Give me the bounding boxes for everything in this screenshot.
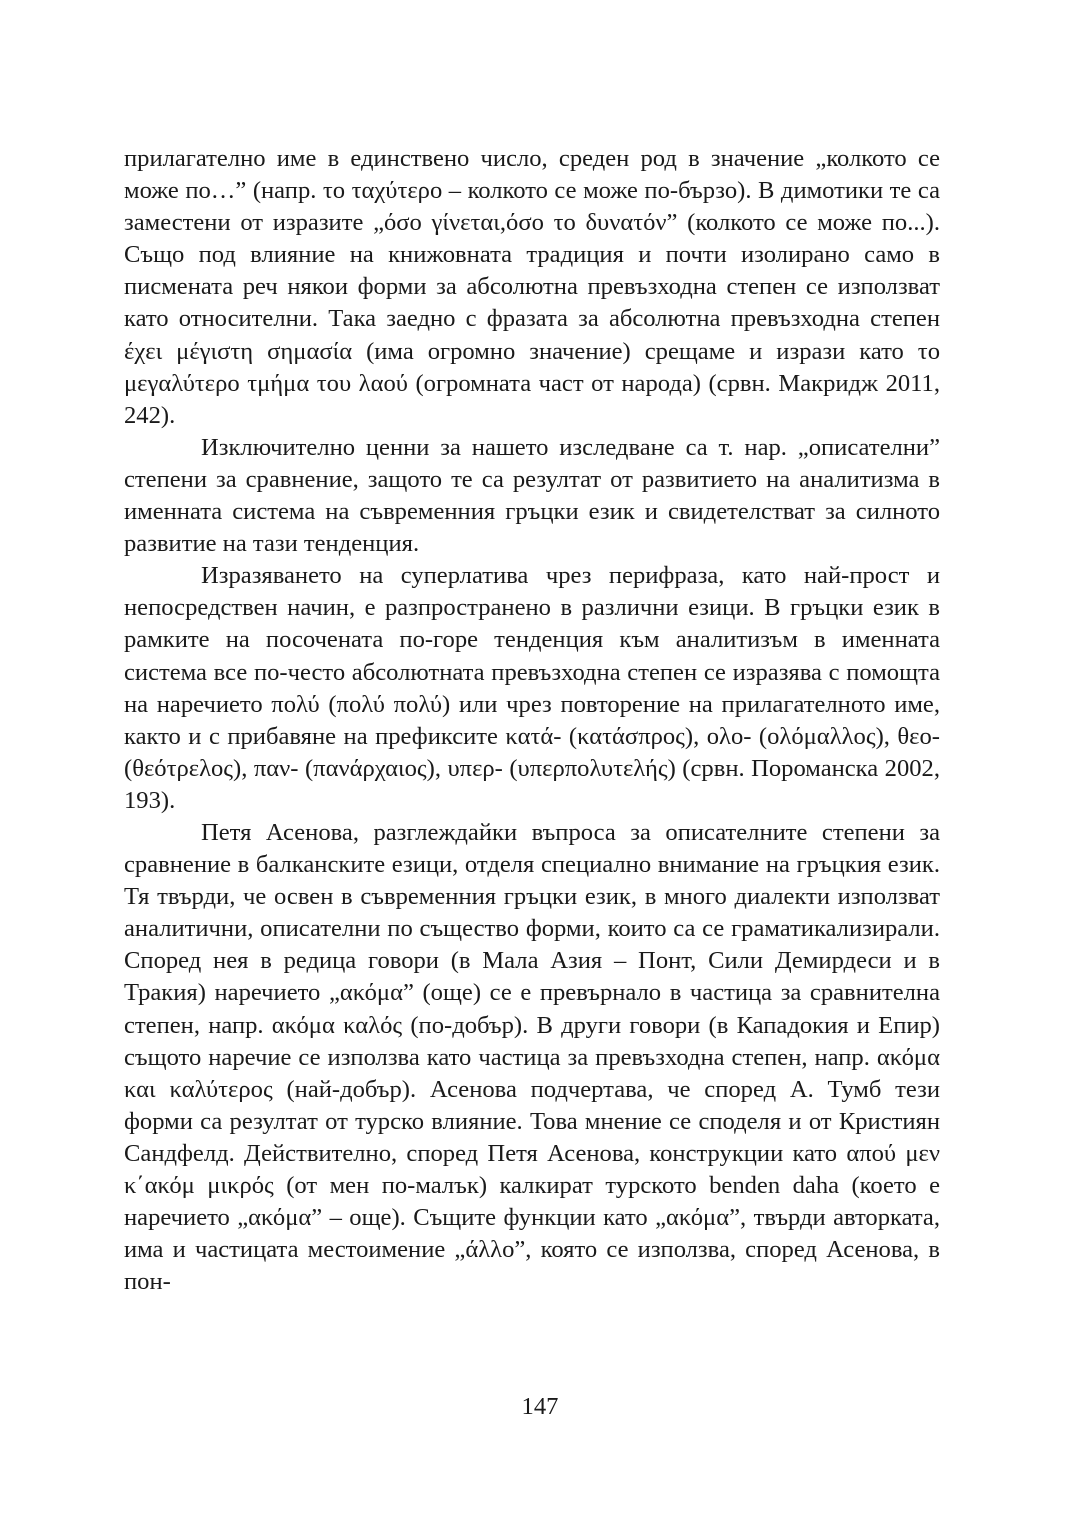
page-number: 147 [521, 1393, 559, 1420]
paragraph-asenova: Петя Асенова, разглеждайки въпроса за описателните степени за сравнение в балканските езици, отделя специално внимание на гръцкия език. Тя твърди, че освен в съвременния гръцки език, в много диалекти използват аналитични, описателни по същество форми, които са се граматикализирали. Според нея в редица говори (в Мала Азия – Понт, Сили Демирдеси и в Тракия) наречието „ακόμα” (още) се е превърнало в частица за сравнителна степен, напр. ακόμα καλός (по-добър). В други говори (в Кападокия и Епир) същото наречие се използва като частица за превъзходна степен, напр. ακόμα και καλύτερος (най-добър). Асенова подчертава, че според А. Тумб тези форми са резултат от турско влияние. Това мнение се споделя и от Кристиян Сандфелд. Действително, според Петя Асенова, конструкции като απού μεν κ΄ακόμ μικρός (от мен по-малък) калкират турското benden daha (което е наречието „ακόμα” – още). Същите функции като „ακόμα”, твърди авторката, има и частицата местоимение „άλλο”, която се използва, според Асенова, в пон- [124, 818, 940, 1296]
paragraph-descriptive-degrees: Изключително ценни за нашето изследване са т. нар. „описателни” степени за сравнение, защото те са резултат от развитието на аналитизма в именната система на съвременния гръцки език и свидетелстват за силното развитие на тази тенденция. [124, 433, 940, 558]
paragraph-superlative-periphrasis: Изразяването на суперлатива чрез перифраза, като най-прост и непосредствен начин, е разпространено в различни езици. В гръцки език в рамките на посочената по-горе тенденция към аналитизъм в именната система все по-често абсолютната превъзходна степен се изразява с помощта на наречието πολύ (πολύ πολύ) или чрез повторение на прилагателното име, както и с прибавяне на префиксите κατά- (κατάσπρος), ολο- (ολόμαλλος), θεο- (θεότρελος), παν- (πανάρχαιος), υπερ- (υπερπολυτελής) (срвн. Пороманска 2002, 193). [124, 562, 940, 814]
paragraph-continuation: прилагателно име в единствено число, среден род в значение „колкото се може по…” (напр. το ταχύτερο – колкото се може по-бързо). В димотики те са заместени от изразите „όσο γίνεται,όσο το δυνατόν” (колкото се може по...). Също под влияние на книжовната традиция и почти изолирано само в писмената реч някои форми за абсолютна превъзходна степен се използват като относителни. Така заедно с фразата за абсолютна превъзходна степен έχει μέγιστη σημασία (има огромно значение) срещаме и изрази като το μεγαλύτερο τμήμα του λαού (огромната част от народа) (срвн. Макридж 2011, 242). [124, 145, 940, 429]
body-text [124, 143, 940, 1298]
